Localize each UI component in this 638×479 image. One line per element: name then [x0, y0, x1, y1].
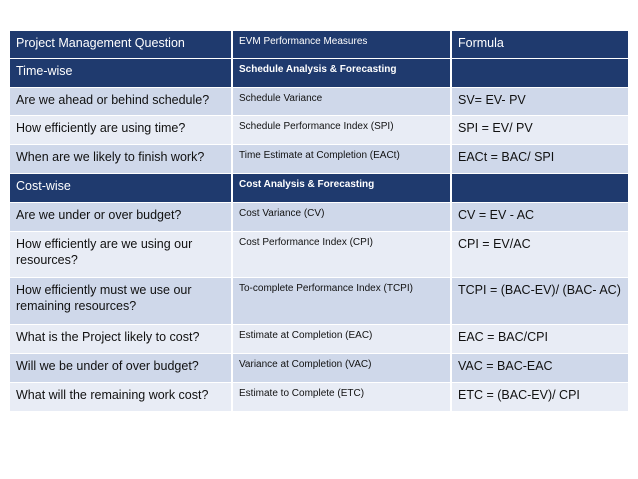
measure-cell: Variance at Completion (VAC) [232, 353, 451, 382]
evm-table [10, 31, 628, 412]
table-row [10, 324, 628, 353]
formula-cell: EAC = BAC/CPI [451, 324, 628, 353]
measure-cell: Estimate at Completion (EAC) [232, 324, 451, 353]
table-row [10, 115, 628, 144]
section-subtitle: Schedule Analysis & Forecasting [232, 58, 451, 87]
formula-cell: SPI = EV/ PV [451, 115, 628, 144]
section-title: Cost-wise [10, 173, 232, 202]
question-cell: When are we likely to finish work? [10, 144, 232, 173]
section-empty-cell [451, 58, 628, 87]
table-row [10, 277, 628, 324]
measure-cell: Schedule Performance Index (SPI) [232, 115, 451, 144]
question-cell: Are we ahead or behind schedule? [10, 87, 232, 115]
measure-cell: Estimate to Complete (ETC) [232, 382, 451, 411]
question-cell: Will we be under of over budget? [10, 353, 232, 382]
table-row [10, 231, 628, 277]
question-cell: How efficiently are using time? [10, 115, 232, 144]
table-row [10, 382, 628, 411]
measure-cell: Time Estimate at Completion (EACt) [232, 144, 451, 173]
section-row [10, 58, 628, 87]
formula-cell: ETC = (BAC-EV)/ CPI [451, 382, 628, 411]
formula-cell: EACt = BAC/ SPI [451, 144, 628, 173]
measure-cell: Cost Performance Index (CPI) [232, 231, 451, 277]
measure-cell: To-complete Performance Index (TCPI) [232, 277, 451, 324]
question-cell: How efficiently are we using our resources? [10, 231, 232, 277]
measure-cell: Schedule Variance [232, 87, 451, 115]
section-row [10, 173, 628, 202]
header-measure: EVM Performance Measures [232, 31, 451, 58]
table-row [10, 87, 628, 115]
formula-cell: CV = EV - AC [451, 202, 628, 231]
question-cell: How efficiently must we use our remaining resources? [10, 277, 232, 324]
formula-cell: VAC = BAC-EAC [451, 353, 628, 382]
question-cell: What is the Project likely to cost? [10, 324, 232, 353]
section-title: Time-wise [10, 58, 232, 87]
section-empty-cell [451, 173, 628, 202]
header-formula: Formula [451, 31, 628, 58]
table-row [10, 353, 628, 382]
section-subtitle: Cost Analysis & Forecasting [232, 173, 451, 202]
measure-cell: Cost Variance (CV) [232, 202, 451, 231]
table-row [10, 202, 628, 231]
table-header-row [10, 31, 628, 58]
formula-cell: CPI = EV/AC [451, 231, 628, 277]
question-cell: What will the remaining work cost? [10, 382, 232, 411]
question-cell: Are we under or over budget? [10, 202, 232, 231]
formula-cell: TCPI = (BAC-EV)/ (BAC- AC) [451, 277, 628, 324]
table-row [10, 144, 628, 173]
header-question: Project Management Question [10, 31, 232, 58]
formula-cell: SV= EV- PV [451, 87, 628, 115]
